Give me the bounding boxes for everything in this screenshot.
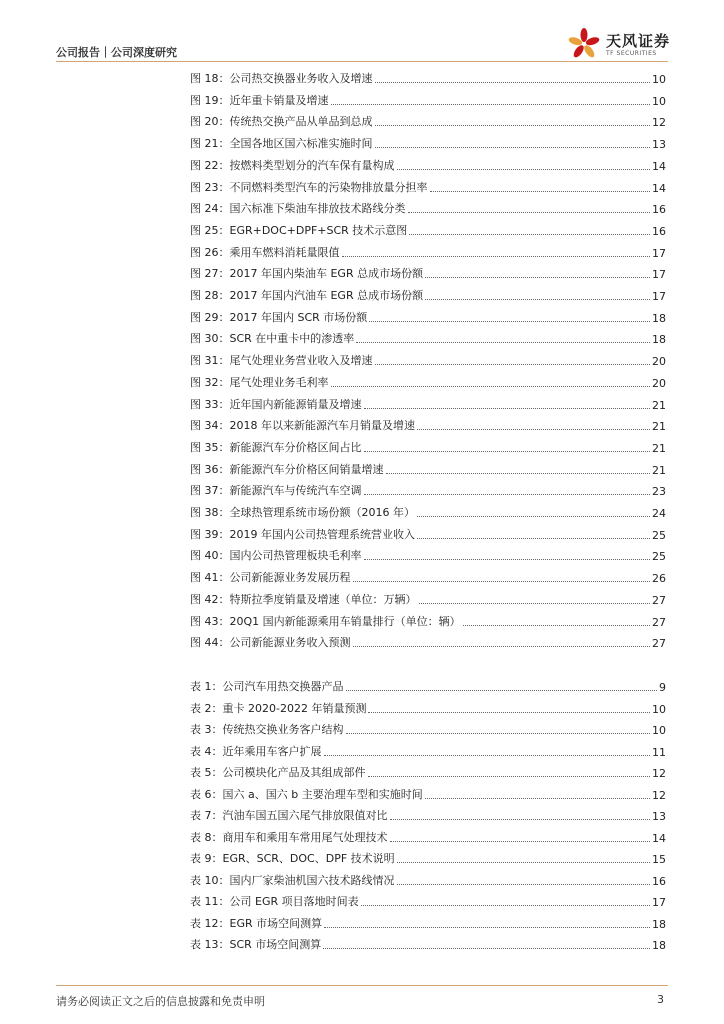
toc-entry[interactable] bbox=[190, 222, 666, 238]
toc-entry[interactable] bbox=[190, 92, 666, 108]
toc-entry[interactable] bbox=[190, 893, 666, 909]
toc-entry[interactable] bbox=[190, 157, 666, 173]
toc-leader-dots bbox=[368, 712, 650, 713]
toc-entry-label: 表 3：传统热交换业务客户结构 bbox=[190, 723, 344, 736]
toc-entry-label: 表 12：EGR 市场空间测算 bbox=[190, 916, 323, 930]
toc-entry-label: 图 43：20Q1 国内新能源乘用车销量排行（单位：辆） bbox=[190, 614, 461, 628]
toc-entry-page: 16 bbox=[652, 224, 666, 238]
toc-entry-page: 18 bbox=[652, 939, 666, 952]
toc-entry[interactable] bbox=[190, 417, 666, 433]
toc-entry-label: 图 44：公司新能源业务收入预测 bbox=[190, 636, 351, 650]
toc-entry[interactable] bbox=[190, 113, 666, 129]
toc-entry[interactable] bbox=[190, 352, 666, 368]
toc-entry-label: 图 40：国内公司热管理板块毛利率 bbox=[190, 549, 362, 563]
toc-entry[interactable] bbox=[190, 179, 666, 195]
toc-entry-label: 图 19：近年重卡销量及增速 bbox=[190, 93, 329, 107]
toc-entry[interactable] bbox=[190, 591, 666, 607]
toc-leader-dots bbox=[425, 299, 650, 300]
toc-entry-page: 18 bbox=[652, 333, 666, 347]
toc-entry[interactable] bbox=[190, 309, 666, 325]
toc-leader-dots bbox=[331, 104, 651, 105]
toc-leader-dots bbox=[375, 147, 651, 148]
toc-entry-label: 图 39：2019 年国内公司热管理系统营业收入 bbox=[190, 527, 415, 541]
toc-entry-page: 11 bbox=[652, 745, 666, 759]
toc-entry-label: 表 2：重卡 2020-2022 年销量预测 bbox=[190, 701, 367, 715]
toc-entry-page: 21 bbox=[652, 441, 666, 455]
toc-entry-page: 23 bbox=[652, 485, 666, 499]
toc-entry-page: 24 bbox=[652, 507, 666, 520]
toc-leader-dots bbox=[369, 321, 650, 322]
toc-entry-label: 图 34：2018 年以来新能源汽车月销量及增速 bbox=[190, 419, 415, 433]
toc-leader-dots bbox=[364, 559, 651, 560]
toc-entry[interactable] bbox=[190, 374, 666, 390]
toc-entry[interactable] bbox=[190, 287, 666, 303]
toc-entry[interactable] bbox=[190, 265, 666, 281]
toc-entry[interactable] bbox=[190, 613, 666, 629]
toc-leader-dots bbox=[324, 927, 650, 928]
toc-leader-dots bbox=[342, 256, 651, 257]
toc-entry-label: 图 31：尾气处理业务营业收入及增速 bbox=[190, 354, 373, 368]
toc-leader-dots bbox=[397, 884, 651, 885]
toc-entry[interactable] bbox=[190, 200, 666, 216]
footer-disclaimer: 请务必阅读正文之后的信息披露和免责申明 bbox=[56, 995, 265, 1008]
toc-entry-label: 图 35：新能源汽车分价格区间占比 bbox=[190, 440, 362, 454]
toc-leader-dots bbox=[397, 862, 650, 863]
toc-leader-dots bbox=[417, 538, 650, 539]
toc-entry[interactable] bbox=[190, 330, 666, 346]
toc-entry-page: 12 bbox=[652, 788, 666, 802]
toc-entry-label: 图 37：新能源汽车与传统汽车空调 bbox=[190, 484, 362, 498]
page-number: 3 bbox=[657, 993, 664, 1006]
toc-entry-label: 图 36：新能源汽车分价格区间销量增速 bbox=[190, 462, 384, 476]
toc-leader-dots bbox=[346, 733, 651, 734]
toc-entry-label: 图 22：按燃料类型划分的汽车保有量构成 bbox=[190, 158, 395, 172]
toc-leader-dots bbox=[390, 819, 651, 820]
toc-leader-dots bbox=[386, 473, 651, 474]
toc-entry-label: 表 13：SCR 市场空间测算 bbox=[190, 938, 322, 951]
toc-entry-page: 25 bbox=[652, 528, 666, 542]
toc-entry-page: 10 bbox=[652, 73, 666, 86]
toc-leader-dots bbox=[353, 581, 651, 582]
toc-entry-page: 17 bbox=[652, 246, 666, 260]
toc-entry-page: 15 bbox=[652, 853, 666, 866]
toc-leader-dots bbox=[364, 408, 651, 409]
toc-entry-label: 图 20：传统热交换产品从单品到总成 bbox=[190, 115, 373, 129]
toc-entry-page: 20 bbox=[652, 376, 666, 390]
toc-entry-page: 27 bbox=[652, 637, 666, 651]
toc-entry[interactable] bbox=[190, 678, 666, 694]
toc-entry-label: 表 7：汽油车国五国六尾气排放限值对比 bbox=[190, 809, 388, 822]
toc-entry[interactable] bbox=[190, 70, 666, 86]
toc-entry-label: 图 28：2017 年国内汽油车 EGR 总成市场份额 bbox=[190, 289, 424, 302]
toc-entry[interactable] bbox=[190, 786, 666, 802]
toc-entry-page: 27 bbox=[652, 615, 666, 629]
toc-entry[interactable] bbox=[190, 743, 666, 759]
toc-entry-label: 图 38：全球热管理系统市场份额（2016 年） bbox=[190, 506, 415, 519]
toc-entry-label: 表 11：公司 EGR 项目落地时间表 bbox=[190, 895, 359, 908]
toc-entry-page: 20 bbox=[652, 355, 666, 369]
logo-subname: TF SECURITIES bbox=[606, 50, 657, 57]
toc-entry[interactable] bbox=[190, 439, 666, 455]
toc-entry-label: 图 26：乘用车燃料消耗量限值 bbox=[190, 245, 340, 259]
toc-leader-dots bbox=[361, 905, 650, 906]
toc-entry-page: 25 bbox=[652, 550, 666, 564]
toc-entry-page: 27 bbox=[652, 593, 666, 607]
toc-entry-page: 13 bbox=[652, 138, 666, 152]
toc-entry-page: 17 bbox=[652, 290, 666, 303]
toc-entry[interactable] bbox=[190, 461, 666, 477]
toc-entry-page: 16 bbox=[652, 874, 666, 888]
logo-name: 天风证券 bbox=[606, 32, 671, 50]
toc-entry[interactable] bbox=[190, 936, 666, 952]
toc-leader-dots bbox=[408, 212, 651, 213]
toc-entry-label: 图 42：特斯拉季度销量及增速（单位：万辆） bbox=[190, 592, 417, 606]
toc-entry-label: 图 29：2017 年国内 SCR 市场份额 bbox=[190, 310, 368, 324]
toc-entry-page: 17 bbox=[652, 268, 666, 282]
toc-entry-page: 10 bbox=[652, 702, 666, 716]
toc-entry-label: 表 1：公司汽车用热交换器产品 bbox=[190, 680, 344, 693]
toc-leader-dots bbox=[425, 277, 650, 278]
toc-leader-dots bbox=[375, 82, 651, 83]
toc-entry[interactable] bbox=[190, 482, 666, 498]
toc-entry-label: 图 41：公司新能源业务发展历程 bbox=[190, 571, 351, 585]
toc-entry-page: 14 bbox=[652, 181, 666, 195]
toc-entry[interactable] bbox=[190, 915, 666, 931]
header-title: 公司报告｜公司深度研究 bbox=[56, 46, 177, 59]
toc-leader-dots bbox=[368, 776, 651, 777]
toc-entry-label: 表 10：国内厂家柴油机国六技术路线情况 bbox=[190, 873, 395, 887]
toc-leader-dots bbox=[425, 798, 650, 799]
toc-entry-label: 图 27：2017 年国内柴油车 EGR 总成市场份额 bbox=[190, 267, 424, 281]
toc-leader-dots bbox=[430, 191, 651, 192]
toc-leader-dots bbox=[417, 429, 650, 430]
toc-entry-label: 图 32：尾气处理业务毛利率 bbox=[190, 375, 329, 389]
toc-leader-dots bbox=[417, 516, 650, 517]
toc-entry-label: 表 8：商用车和乘用车常用尾气处理技术 bbox=[190, 830, 388, 844]
toc-leader-dots bbox=[419, 603, 651, 604]
toc-leader-dots bbox=[375, 125, 651, 126]
toc-leader-dots bbox=[356, 342, 650, 343]
toc-entry-label: 图 21：全国各地区国六标准实施时间 bbox=[190, 137, 373, 151]
toc-leader-dots bbox=[463, 625, 650, 626]
toc-entry-label: 图 30：SCR 在中重卡中的渗透率 bbox=[190, 332, 355, 346]
toc-entry[interactable] bbox=[190, 872, 666, 888]
toc-leader-dots bbox=[364, 451, 651, 452]
toc-entry[interactable] bbox=[190, 764, 666, 780]
toc-entry-page: 18 bbox=[652, 917, 666, 931]
toc-entry-label: 表 9：EGR、SCR、DOC、DPF 技术说明 bbox=[190, 852, 395, 865]
toc-entry-page: 26 bbox=[652, 572, 666, 586]
toc-leader-dots bbox=[346, 690, 658, 691]
toc-entry-page: 21 bbox=[652, 398, 666, 412]
toc-entry[interactable] bbox=[190, 526, 666, 542]
toc-leader-dots bbox=[331, 386, 651, 387]
toc-entry-label: 图 25：EGR+DOC+DPF+SCR 技术示意图 bbox=[190, 223, 408, 237]
toc-entry-page: 14 bbox=[652, 159, 666, 173]
toc-entry[interactable] bbox=[190, 721, 666, 737]
toc-entry-label: 表 6：国六 a、国六 b 主要治理车型和实施时间 bbox=[190, 787, 423, 801]
toc-leader-dots bbox=[397, 169, 651, 170]
toc-entry-page: 21 bbox=[652, 420, 666, 434]
toc-entry-page: 14 bbox=[652, 831, 666, 845]
toc-leader-dots bbox=[323, 948, 650, 949]
toc-entry-page: 12 bbox=[652, 767, 666, 780]
toc-entry[interactable] bbox=[190, 829, 666, 845]
toc-entry[interactable] bbox=[190, 700, 666, 716]
toc-entry[interactable] bbox=[190, 135, 666, 151]
toc-entry-page: 16 bbox=[652, 203, 666, 217]
footer-rule bbox=[56, 985, 668, 986]
toc-entry-page: 17 bbox=[652, 896, 666, 909]
toc-entry-label: 表 5：公司模块化产品及其组成部件 bbox=[190, 766, 366, 779]
toc-leader-dots bbox=[390, 841, 651, 842]
toc-entry[interactable] bbox=[190, 807, 666, 823]
toc-entry-page: 13 bbox=[652, 810, 666, 823]
toc-entry-label: 图 18：公司热交换器业务收入及增速 bbox=[190, 72, 373, 85]
toc-entry-page: 9 bbox=[659, 681, 666, 694]
toc-entry-page: 10 bbox=[652, 94, 666, 108]
toc-entry[interactable] bbox=[190, 850, 666, 866]
toc-entry[interactable] bbox=[190, 634, 666, 650]
toc-entry-label: 图 23：不同燃料类型汽车的污染物排放量分担率 bbox=[190, 180, 428, 194]
toc-entry-label: 图 24：国六标准下柴油车排放技术路线分类 bbox=[190, 202, 406, 216]
toc-leader-dots bbox=[324, 755, 651, 756]
toc-leader-dots bbox=[353, 646, 651, 647]
toc-entry-page: 12 bbox=[652, 116, 666, 130]
toc-entry[interactable] bbox=[190, 244, 666, 260]
toc-leader-dots bbox=[364, 494, 651, 495]
toc-entry[interactable] bbox=[190, 547, 666, 563]
toc-entry-label: 表 4：近年乘用车客户扩展 bbox=[190, 744, 322, 758]
toc-entry[interactable] bbox=[190, 396, 666, 412]
toc-entry-page: 10 bbox=[652, 724, 666, 737]
toc-entry-page: 21 bbox=[652, 463, 666, 477]
toc-entry[interactable] bbox=[190, 504, 666, 520]
toc-entry-page: 18 bbox=[652, 311, 666, 325]
toc-leader-dots bbox=[375, 364, 651, 365]
toc-entry-label: 图 33：近年国内新能源销量及增速 bbox=[190, 397, 362, 411]
toc-entry[interactable] bbox=[190, 569, 666, 585]
toc-leader-dots bbox=[409, 234, 650, 235]
